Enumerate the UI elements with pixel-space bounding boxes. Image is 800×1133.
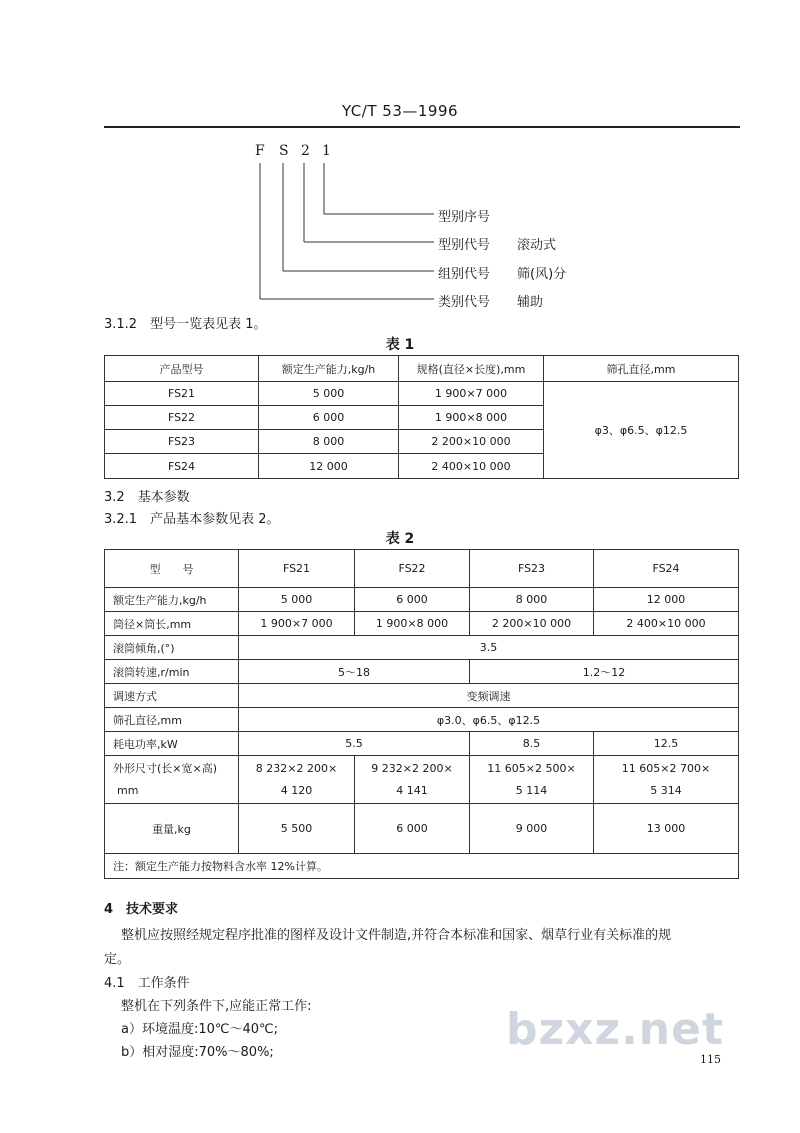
table-cell: 1 900×8 000 [355,612,470,636]
table-2-header: FS23 [470,550,594,588]
table-cell [355,756,470,804]
table-cell: 5.5 [239,732,470,756]
table-cell: 9 000 [470,804,594,854]
table-2-header: FS21 [239,550,355,588]
dim-line: 4 120 [280,783,313,797]
table-cell: 12.5 [594,732,739,756]
table-cell: 变频调速 [239,684,739,708]
code-label-category: 类别代号 [438,295,491,310]
table-cell [594,756,739,804]
table-cell: 6 000 [355,804,470,854]
table-1-header: 产品型号 [105,356,259,382]
table-row [105,732,739,756]
table-cell: 5 000 [239,588,355,612]
table-row [105,854,739,879]
table-cell: 6 000 [355,588,470,612]
standard-code-header: YC/T 53—1996 [341,102,459,120]
table-2-header: FS22 [355,550,470,588]
code-value-type: 滚动式 [517,238,557,253]
table-row [105,804,739,854]
dim-line: 4 141 [396,783,428,797]
condition-item-a: a）环境温度:10℃～40℃; [121,1022,279,1037]
row-label: 重量,kg [105,804,239,854]
code-label-serial: 型别序号 [438,210,491,225]
section-4-1-intro: 整机在下列条件下,应能正常工作: [121,999,312,1014]
table-1 [104,355,739,479]
table-cell: 1 900×7 000 [239,612,355,636]
condition-item-b: b）相对湿度:70%～80%; [121,1045,274,1060]
table-cell: FS23 [105,430,259,454]
table-cell: 3.5 [239,636,739,660]
table-row [105,684,739,708]
table-row [105,612,739,636]
table-1-caption: 表 1 [385,337,415,353]
table-2-header: 型 号 [105,550,239,588]
page-number: 115 [700,1053,721,1066]
dim-line: 11 605×2 500× [487,761,576,775]
table-cell [239,756,355,804]
row-label: 调速方式 [105,684,239,708]
code-letter-f: F [255,143,265,159]
row-label: 滚筒转速,r/min [105,660,239,684]
section-4-1-heading: 4.1 工作条件 [104,976,190,991]
dim-line: 5 314 [650,783,682,797]
row-label-line: mm [117,783,139,797]
table-cell: 5～18 [239,660,470,684]
table-cell: 2 400×10 000 [399,454,544,479]
row-label: 筛孔直径,mm [105,708,239,732]
table-2-header: FS24 [594,550,739,588]
code-value-group: 筛(风)分 [517,267,567,282]
section-4-heading: 4 技术要求 [104,902,179,917]
code-letter-2: 2 [301,143,310,159]
table-cell: FS24 [105,454,259,479]
model-code-diagram-lines [0,0,800,330]
dim-line: 11 605×2 700× [621,761,711,775]
table-cell: 2 400×10 000 [594,612,739,636]
table-cell: 2 200×10 000 [399,430,544,454]
table-2 [104,549,739,879]
table-cell: 12 000 [594,588,739,612]
table-cell [470,756,594,804]
table-row [105,636,739,660]
table-cell: FS21 [105,382,259,406]
section-4-paragraph-line1: 整机应按照经规定程序批准的图样及设计文件制造,并符合本标准和国家、烟草行业有关标准的规 [121,928,672,943]
table-cell: 1 900×7 000 [399,382,544,406]
table-1-header: 筛孔直径,mm [544,356,739,382]
table-cell: 6 000 [259,406,399,430]
table-row [105,382,739,406]
table-cell: 8.5 [470,732,594,756]
table-cell: 1.2～12 [470,660,739,684]
dim-line: 5 114 [515,783,548,797]
table-row [105,708,739,732]
watermark: bzxz.net [505,1004,724,1055]
table-1-header: 额定生产能力,kg/h [259,356,399,382]
dim-line: 8 232×2 200× [255,761,338,775]
table-1-header: 规格(直径×长度),mm [399,356,544,382]
section-3-2-1: 3.2.1 产品基本参数见表 2。 [104,512,280,527]
row-label-line: 外形尺寸(长×宽×高) [113,761,218,775]
section-3-1-2: 3.1.2 型号一览表见表 1。 [104,317,267,332]
table-row [105,550,739,588]
row-label: 耗电功率,kW [105,732,239,756]
table-row [105,756,739,804]
table-row [105,588,739,612]
code-letter-1: 1 [322,143,331,159]
table-cell: FS22 [105,406,259,430]
table-1-header-row [105,356,739,382]
table-cell: 5 000 [259,382,399,406]
table-row [105,660,739,684]
table-cell: 8 000 [259,430,399,454]
section-3-2-heading: 3.2 基本参数 [104,490,190,505]
row-label: 滚筒倾角,(°) [105,636,239,660]
table-1-sieve-cell: φ3、φ6.5、φ12.5 [544,382,739,479]
table-cell: 2 200×10 000 [470,612,594,636]
table-2-caption: 表 2 [385,531,415,547]
table-cell: 12 000 [259,454,399,479]
section-4-paragraph-line2: 定。 [104,952,131,967]
table-cell: 5 500 [239,804,355,854]
code-value-category: 辅助 [517,295,544,310]
code-letter-s: S [279,143,289,159]
row-label-dimensions [105,756,239,804]
table-cell: 13 000 [594,804,739,854]
row-label: 筒径×筒长,mm [105,612,239,636]
table-cell: φ3.0、φ6.5、φ12.5 [239,708,739,732]
table-cell: 8 000 [470,588,594,612]
table-cell: 1 900×8 000 [399,406,544,430]
table-2-note: 注：额定生产能力按物料含水率 12%计算。 [105,854,739,879]
row-label: 额定生产能力,kg/h [105,588,239,612]
dim-line: 9 232×2 200× [371,761,453,775]
code-label-type: 型别代号 [438,238,491,253]
code-label-group: 组别代号 [438,267,491,282]
